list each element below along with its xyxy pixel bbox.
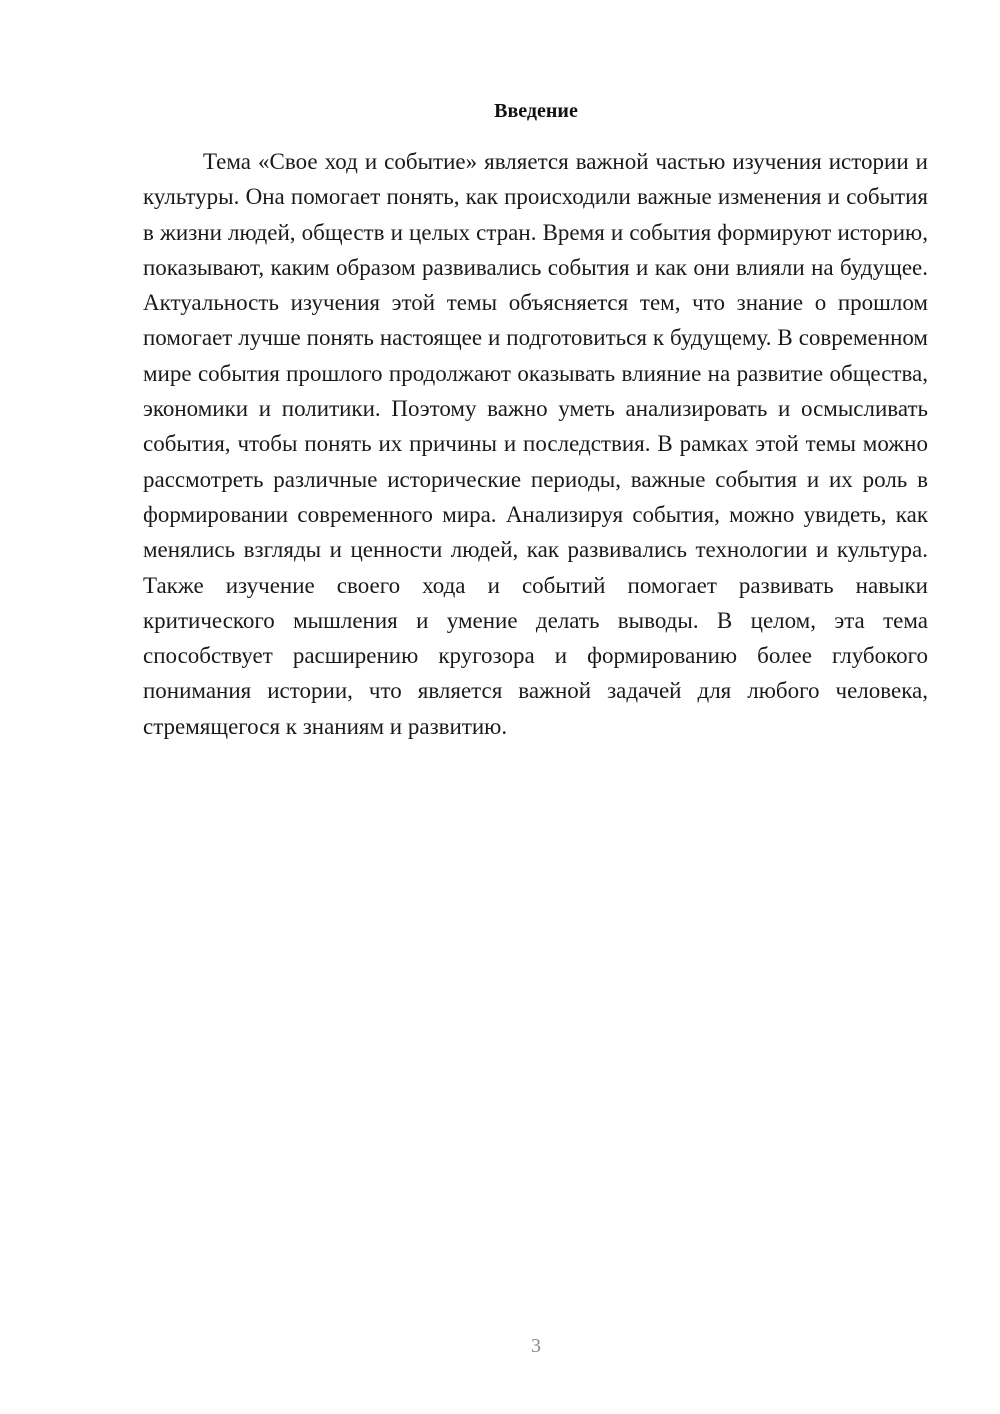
body-paragraph: Тема «Свое ход и событие» является важной частью изучения истории и культуры. Она помогает понять, как происходили важные изменения и события в жизни людей, обществ и целых стран. Время и события формируют историю, показывают, каким образом развивались события и как они влияли на будущее. Актуальность изучения этой темы объясняется тем, что знание о прошлом помогает лучше понять настоящее и подготовиться к будущему. В современном мире события прошлого продолжают оказывать влияние на развитие общества, экономики и политики. Поэтому важно уметь анализировать и осмысливать события, чтобы понять их причины и последствия. В рамках этой темы можно рассмотреть различные исторические периоды, важные события и их роль в формировании современного мира. Анализируя события, можно увидеть, как менялись взгляды и ценности людей, как развивались технологии и культура. Также изучение своего хода и событий помогает развивать навыки критического мышления и умение делать выводы. В целом, эта тема способствует расширению кругозора и формированию более глубокого понимания истории, что является важной задачей для любого человека, стремящегося к знаниям и развитию. (143, 149, 928, 739)
page-number: 3 (531, 1335, 541, 1357)
section-heading: Введение (494, 100, 578, 122)
